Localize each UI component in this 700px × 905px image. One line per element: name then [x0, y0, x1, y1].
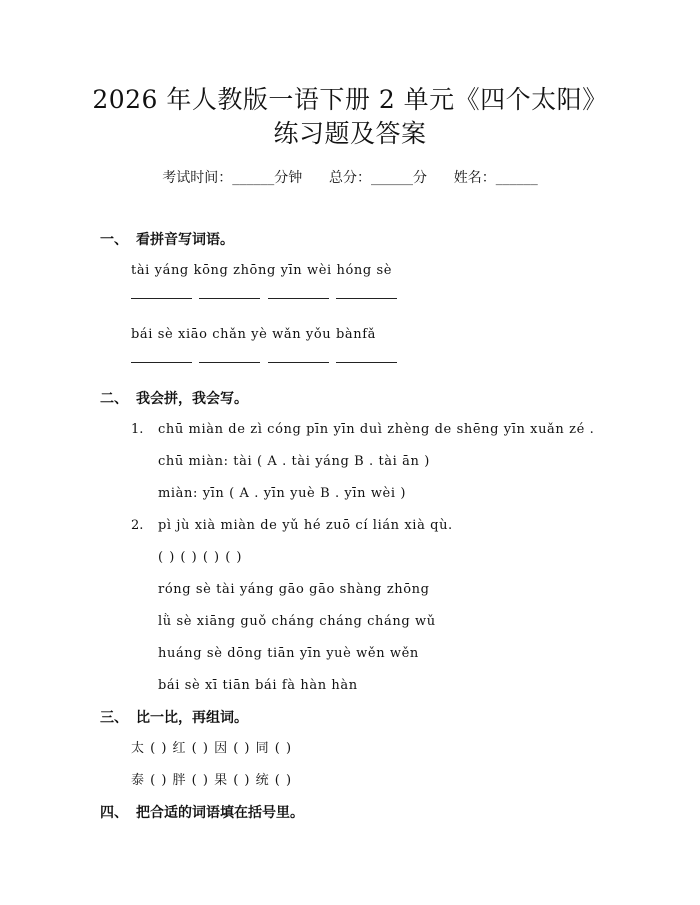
- answer-blank[interactable]: [131, 362, 192, 363]
- section-3-heading: [100, 708, 248, 728]
- choice-line: chū miàn: tài ( A . tài yáng B . tài ān ): [158, 454, 430, 469]
- answer-blank[interactable]: [199, 298, 260, 299]
- section-title: 把合适的词语填在括号里。: [136, 805, 304, 821]
- answer-blank[interactable]: [268, 298, 329, 299]
- section-title: 比一比，再组词。: [136, 710, 248, 726]
- question-index: 1.: [131, 422, 144, 437]
- pinyin-line: róng sè tài yáng gāo gāo shàng zhōng: [158, 582, 430, 597]
- answer-blank[interactable]: [199, 362, 260, 363]
- answer-blank[interactable]: [131, 298, 192, 299]
- document-title-line1: 2026 年人教版一语下册 2 单元《四个太阳》: [92, 85, 608, 114]
- question-text: chū miàn de zì cóng pīn yīn duì zhèng de shēng yīn xuǎn zé .: [158, 422, 595, 437]
- pinyin-line: huáng sè dōng tiān yīn yuè wěn wěn: [158, 646, 419, 661]
- section-title: 看拼音写词语。: [136, 232, 234, 248]
- answer-blank[interactable]: [268, 362, 329, 363]
- section-2-heading: [100, 389, 248, 409]
- exam-info: 考试时间：______分钟 总分：______分 姓名：______: [162, 170, 538, 186]
- section-4-heading: [100, 803, 304, 823]
- answer-blank-row: [131, 298, 401, 308]
- answer-blank[interactable]: [336, 298, 397, 299]
- word-group-line: 太 ( ) 红 ( ) 因 ( ) 同 ( ): [131, 741, 293, 756]
- document-title-line2: 练习题及答案: [273, 119, 427, 148]
- section-1-heading: [100, 230, 234, 250]
- section-number: 四、: [100, 805, 128, 821]
- pinyin-line: tài yáng kōng zhōng yīn wèi hóng sè: [131, 263, 393, 278]
- question-index: 2.: [131, 518, 144, 533]
- section-number: 一、: [100, 232, 128, 248]
- word-group-line: 泰 ( ) 胖 ( ) 果 ( ) 统 ( ): [131, 773, 293, 788]
- pinyin-line: bái sè xiāo chǎn yè wǎn yǒu bànfǎ: [131, 327, 377, 342]
- section-number: 三、: [100, 710, 128, 726]
- question-text: pì jù xià miàn de yǔ hé zuō cí lián xià qù.: [158, 518, 453, 533]
- section-number: 二、: [100, 391, 128, 407]
- choice-line: miàn: yīn ( A . yīn yuè B . yīn wèi ): [158, 486, 407, 501]
- answer-blank-row: [131, 362, 401, 372]
- pinyin-line: lǜ sè xiāng guǒ cháng cháng cháng wǔ: [158, 614, 436, 629]
- pinyin-line: bái sè xī tiān bái fà hàn hàn: [158, 678, 358, 693]
- bracket-blanks[interactable]: ( ) ( ) ( ) ( ): [158, 550, 243, 565]
- section-title: 我会拼，我会写。: [136, 391, 248, 407]
- answer-blank[interactable]: [336, 362, 397, 363]
